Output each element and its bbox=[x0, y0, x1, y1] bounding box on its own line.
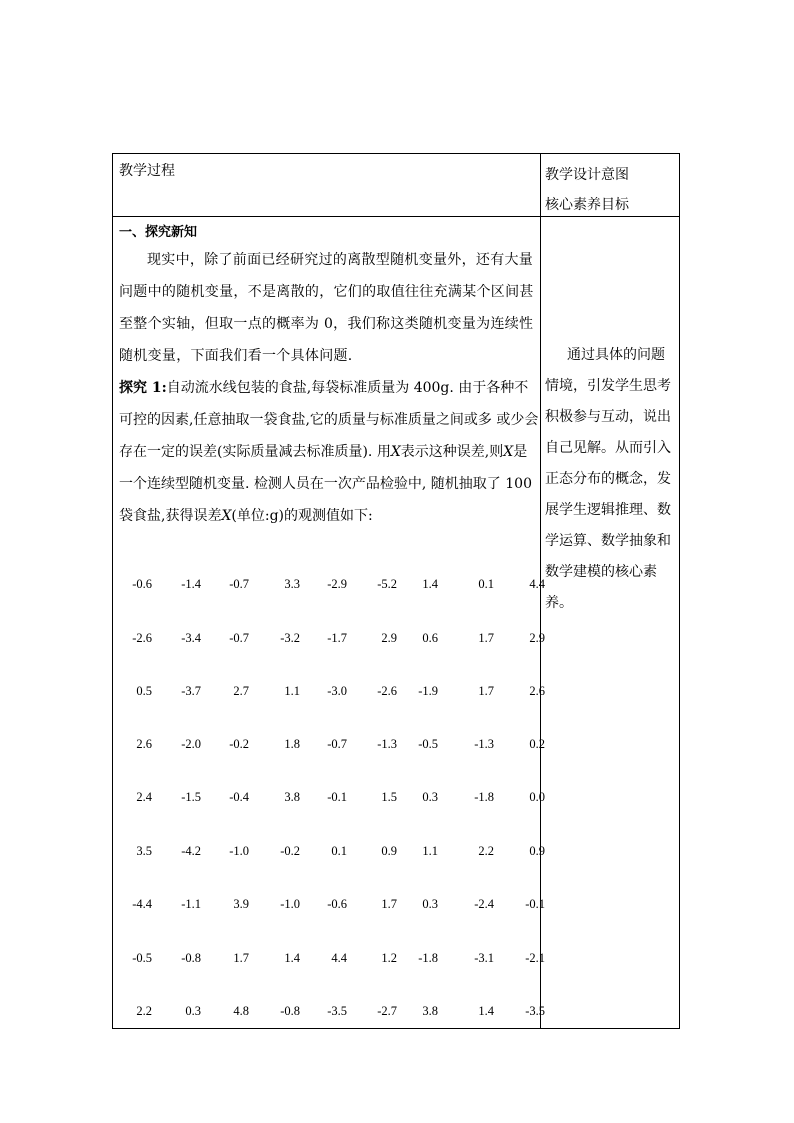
table-cell: -1.8 bbox=[418, 951, 438, 965]
table-cell: -0.8 bbox=[280, 1004, 300, 1018]
table-cell: -1.1 bbox=[181, 897, 201, 911]
table-cell: 3.8 bbox=[422, 1004, 438, 1018]
header-teaching-process: 教学过程 bbox=[119, 163, 175, 179]
header-design-intent-line1: 教学设计意图 bbox=[545, 167, 629, 183]
table-cell: 2.7 bbox=[233, 684, 249, 698]
table-cell: -2.4 bbox=[474, 897, 494, 911]
header-design-intent-line2: 核心素养目标 bbox=[545, 197, 629, 213]
table-cell: -3.2 bbox=[280, 631, 300, 645]
table-cell: 4.8 bbox=[233, 1004, 249, 1018]
error-observations-table bbox=[112, 560, 545, 1028]
table-cell: -0.1 bbox=[327, 790, 347, 804]
table-cell: 3.3 bbox=[284, 577, 300, 591]
table-cell: 1.5 bbox=[381, 790, 397, 804]
table-cell: -0.7 bbox=[229, 577, 249, 591]
table-cell: -3.4 bbox=[181, 631, 201, 645]
table-cell: 3.9 bbox=[233, 897, 249, 911]
table-cell: 2.6 bbox=[529, 684, 545, 698]
table-cell: 1.7 bbox=[478, 684, 494, 698]
table-cell: 1.8 bbox=[284, 737, 300, 751]
table-cell: -4.2 bbox=[181, 844, 201, 858]
table-cell: -2.9 bbox=[327, 577, 347, 591]
table-cell: 1.4 bbox=[422, 577, 438, 591]
table-cell: 0.6 bbox=[422, 631, 438, 645]
table-cell: -1.3 bbox=[377, 737, 397, 751]
table-cell: -1.8 bbox=[474, 790, 494, 804]
table-cell: 0.0 bbox=[529, 790, 545, 804]
table-cell: -1.3 bbox=[474, 737, 494, 751]
table-cell: 2.2 bbox=[478, 844, 494, 858]
table-cell: -1.0 bbox=[280, 897, 300, 911]
explore-text-4: (单位:g)的观测值如下: bbox=[231, 508, 373, 524]
table-cell: -0.1 bbox=[525, 897, 545, 911]
design-intent-text: 通过具体的问题情境，引发学生思考积极参与互动，说出自己见解。从而引入正态分布的概念，发展学生逻辑推理、数学运算、数学抽象和数学建模的核心素养。 bbox=[545, 347, 671, 611]
intro-paragraph: 现实中，除了前面已经研究过的离散型随机变量外，还有大量问题中的随机变量，不是离散的，它们的取值往往充满某个区间甚至整个实轴，但取一点的概率为 0，我们称这类随机变量为连续性随机变量，下面我们看一个具体问题. bbox=[119, 252, 534, 364]
table-cell: 0.3 bbox=[422, 790, 438, 804]
table-cell: -2.6 bbox=[132, 631, 152, 645]
table-cell: -0.5 bbox=[418, 737, 438, 751]
table-cell: 1.2 bbox=[381, 951, 397, 965]
table-cell: 2.2 bbox=[136, 1004, 152, 1018]
table-cell: 0.5 bbox=[136, 684, 152, 698]
table-cell: 0.3 bbox=[422, 897, 438, 911]
explore-label: 探究 1: bbox=[119, 380, 167, 396]
table-cell: 1.4 bbox=[284, 951, 300, 965]
table-cell: -5.2 bbox=[377, 577, 397, 591]
table-cell: -2.0 bbox=[181, 737, 201, 751]
x-symbol: X bbox=[221, 508, 232, 524]
table-cell: 1.7 bbox=[381, 897, 397, 911]
table-cell: 0.9 bbox=[381, 844, 397, 858]
table-cell: -3.7 bbox=[181, 684, 201, 698]
table-cell: -0.6 bbox=[327, 897, 347, 911]
table-cell: -3.5 bbox=[327, 1004, 347, 1018]
table-cell: 0.2 bbox=[529, 737, 545, 751]
table-cell: 1.7 bbox=[233, 951, 249, 965]
table-cell: -2.6 bbox=[377, 684, 397, 698]
table-cell: -0.2 bbox=[229, 737, 249, 751]
explore-text-2: 表示这种误差,则 bbox=[400, 444, 504, 460]
x-symbol: X bbox=[503, 444, 514, 460]
table-cell: 0.9 bbox=[529, 844, 545, 858]
table-cell: -0.4 bbox=[229, 790, 249, 804]
table-cell: 3.8 bbox=[284, 790, 300, 804]
table-cell: 1.4 bbox=[478, 1004, 494, 1018]
table-cell: 4.4 bbox=[529, 577, 545, 591]
table-cell: 1.7 bbox=[478, 631, 494, 645]
table-cell: -0.7 bbox=[229, 631, 249, 645]
table-cell: -0.6 bbox=[132, 577, 152, 591]
explore-paragraph bbox=[119, 372, 539, 532]
explore-text-3: 是一个连续型随机变量. 检测人员在一次产品检验中, 随机抽取了 100 袋食盐,获得误差 bbox=[119, 444, 532, 524]
table-cell: -3.0 bbox=[327, 684, 347, 698]
table-cell: -4.4 bbox=[132, 897, 152, 911]
table-cell: -0.8 bbox=[181, 951, 201, 965]
table-cell: 0.1 bbox=[331, 844, 347, 858]
table-cell: -0.2 bbox=[280, 844, 300, 858]
table-cell: -1.9 bbox=[418, 684, 438, 698]
table-cell: 0.1 bbox=[478, 577, 494, 591]
x-symbol: X bbox=[390, 444, 401, 460]
section-title: 一、探究新知 bbox=[119, 225, 198, 240]
teaching-content bbox=[119, 222, 539, 532]
table-cell: -2.7 bbox=[377, 1004, 397, 1018]
table-cell: -1.5 bbox=[181, 790, 201, 804]
table-cell: -0.7 bbox=[327, 737, 347, 751]
header-design-intent bbox=[545, 160, 629, 220]
table-cell: -1.0 bbox=[229, 844, 249, 858]
table-cell: 2.6 bbox=[136, 737, 152, 751]
table-cell: 1.1 bbox=[422, 844, 438, 858]
table-cell: -1.7 bbox=[327, 631, 347, 645]
table-cell: -3.1 bbox=[474, 951, 494, 965]
table-cell: 1.1 bbox=[284, 684, 300, 698]
table-cell: 2.9 bbox=[529, 631, 545, 645]
table-cell: -0.5 bbox=[132, 951, 152, 965]
table-cell: 0.3 bbox=[185, 1004, 201, 1018]
table-cell: 4.4 bbox=[331, 951, 347, 965]
table-cell: 2.9 bbox=[381, 631, 397, 645]
table-cell: -3.5 bbox=[525, 1004, 545, 1018]
table-cell: 3.5 bbox=[136, 844, 152, 858]
table-cell: -2.1 bbox=[525, 951, 545, 965]
table-cell: -1.4 bbox=[181, 577, 201, 591]
explore-text-1: 自动流水线包装的食盐,每袋标准质量为 400g. 由于各种不可控的因素,任意抽取一袋食盐,它的质量与标准质量之间或多 或少会存在一定的误差(实际质量减去标准质量). 用 bbox=[119, 380, 539, 460]
table-cell: 2.4 bbox=[136, 790, 152, 804]
